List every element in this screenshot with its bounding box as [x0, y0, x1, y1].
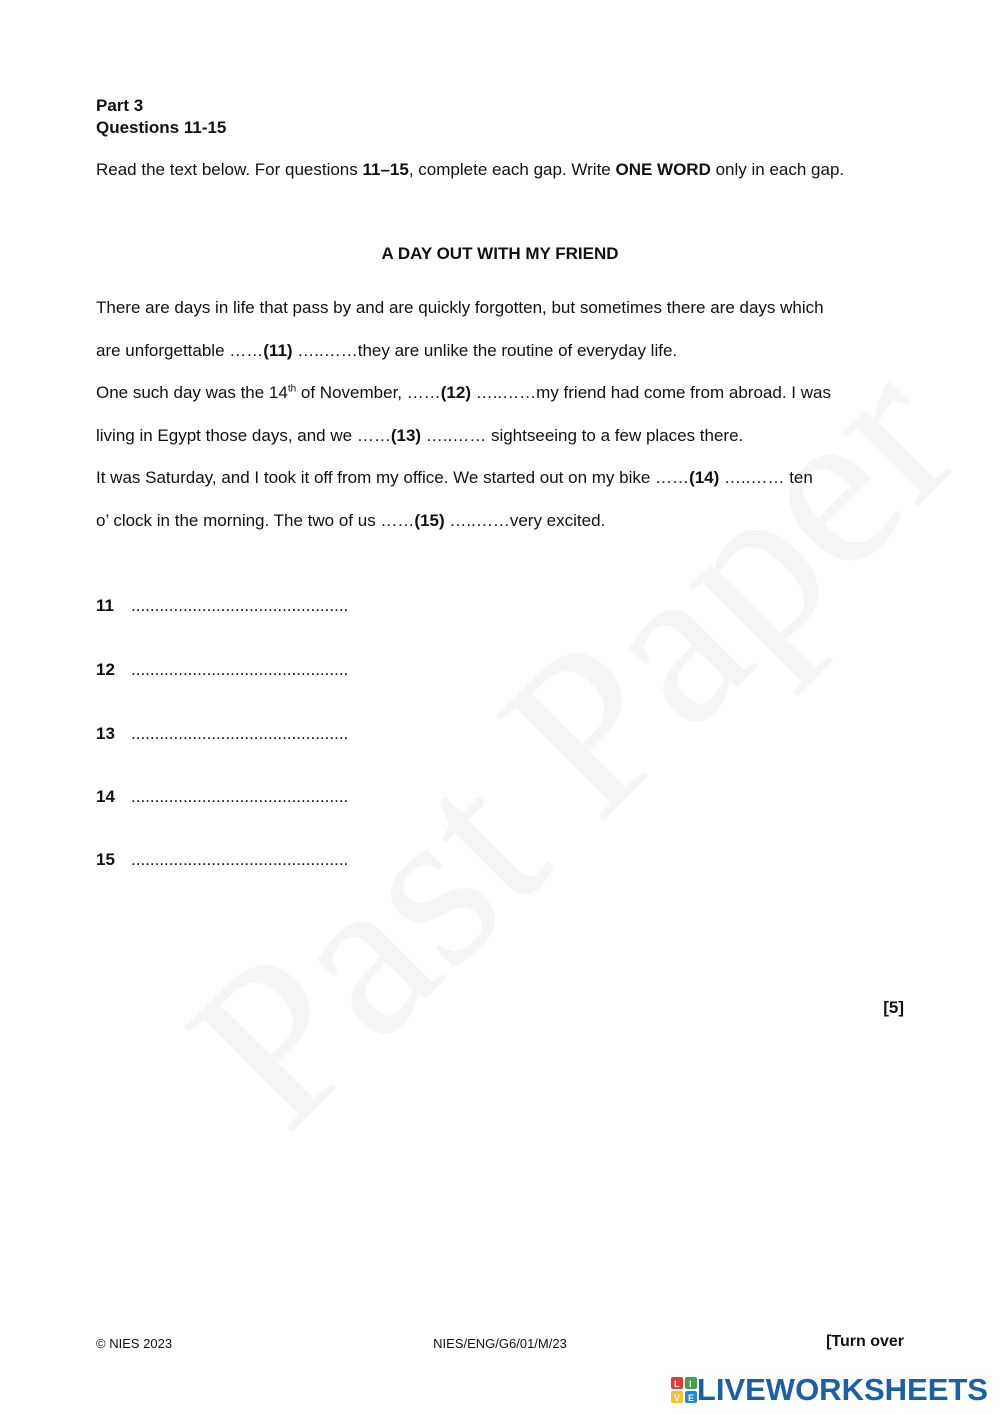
- instr-suffix: only in each gap.: [710, 160, 845, 179]
- answer-number: 13: [96, 724, 115, 743]
- gap-marker-14: (14): [689, 468, 720, 487]
- gap-marker-15: (15): [414, 511, 445, 530]
- passage-line-1: [96, 298, 824, 318]
- instr-range: 11–15: [362, 160, 409, 179]
- passage-text: …..…… sightseeing to a few places there.: [421, 426, 744, 445]
- passage-text: …..……my friend had come from abroad. I was: [470, 383, 831, 402]
- answer-input-15[interactable]: [131, 850, 377, 870]
- svg-text:E: E: [687, 1393, 694, 1403]
- footer-code: NIES/ENG/G6/01/M/23: [433, 1336, 567, 1351]
- svg-text:I: I: [688, 1379, 692, 1389]
- svg-text:L: L: [673, 1379, 680, 1389]
- passage-line-3: [96, 383, 831, 403]
- passage-text: …..……very excited.: [444, 511, 606, 530]
- passage-title: A DAY OUT WITH MY FRIEND: [381, 244, 619, 263]
- answer-number: 11: [96, 596, 114, 615]
- passage-text: of November, ……: [296, 383, 441, 402]
- answer-row-15: [96, 850, 377, 870]
- passage-line-5: [96, 468, 813, 488]
- questions-label: Questions 11-15: [96, 118, 227, 137]
- passage-text: There are days in life that pass by and are quickly forgotten, but sometimes there are days which: [96, 298, 824, 317]
- liveworksheets-brand[interactable]: [671, 1372, 988, 1408]
- instr-prefix: Read the text below. For questions: [96, 160, 363, 179]
- answer-number: 15: [96, 850, 115, 869]
- passage-text: o’ clock in the morning. The two of us ……: [96, 511, 415, 530]
- brand-name: LIVEWORKSHEETS: [696, 1372, 988, 1407]
- passage-text: …..……they are unlike the routine of everyday life.: [292, 341, 678, 360]
- svg-text:V: V: [673, 1393, 680, 1403]
- footer-copyright: © NIES 2023: [96, 1336, 173, 1351]
- answer-input-12[interactable]: [131, 660, 377, 680]
- passage-text: living in Egypt those days, and we ……: [96, 426, 391, 445]
- gap-marker-13: (13): [390, 426, 422, 445]
- gap-marker-12: (12): [440, 383, 471, 402]
- part-header: [96, 95, 226, 139]
- total-marks: [5]: [883, 998, 904, 1017]
- passage-text: are unforgettable ……: [96, 341, 264, 360]
- passage-text: …..…… ten: [719, 468, 813, 487]
- answer-input-14[interactable]: [131, 787, 377, 807]
- answer-row-11: [96, 596, 377, 616]
- passage-text: One such day was the 14: [96, 383, 288, 402]
- passage-line-4: [96, 426, 743, 446]
- instr-middle: , complete each gap. Write: [408, 160, 616, 179]
- liveworksheets-logo-icon: [671, 1377, 697, 1403]
- passage-text: It was Saturday, and I took it off from my office. We started out on my bike ……: [96, 468, 690, 487]
- turn-over-label: [Turn over: [826, 1333, 904, 1350]
- answer-row-14: [96, 787, 377, 807]
- instr-emphasis: ONE WORD: [615, 160, 711, 179]
- passage-line-6: [96, 511, 605, 531]
- passage-line-2: [96, 341, 677, 361]
- instructions: [96, 159, 896, 181]
- answer-number: 14: [96, 787, 115, 806]
- answer-input-13[interactable]: [131, 724, 377, 744]
- answer-number: 12: [96, 660, 115, 679]
- answer-input-11[interactable]: [131, 596, 377, 616]
- answer-row-12: [96, 660, 377, 680]
- part-label: Part 3: [96, 96, 144, 115]
- gap-marker-11: (11): [263, 341, 293, 360]
- answer-row-13: [96, 724, 377, 744]
- ordinal-suffix: th: [287, 383, 297, 395]
